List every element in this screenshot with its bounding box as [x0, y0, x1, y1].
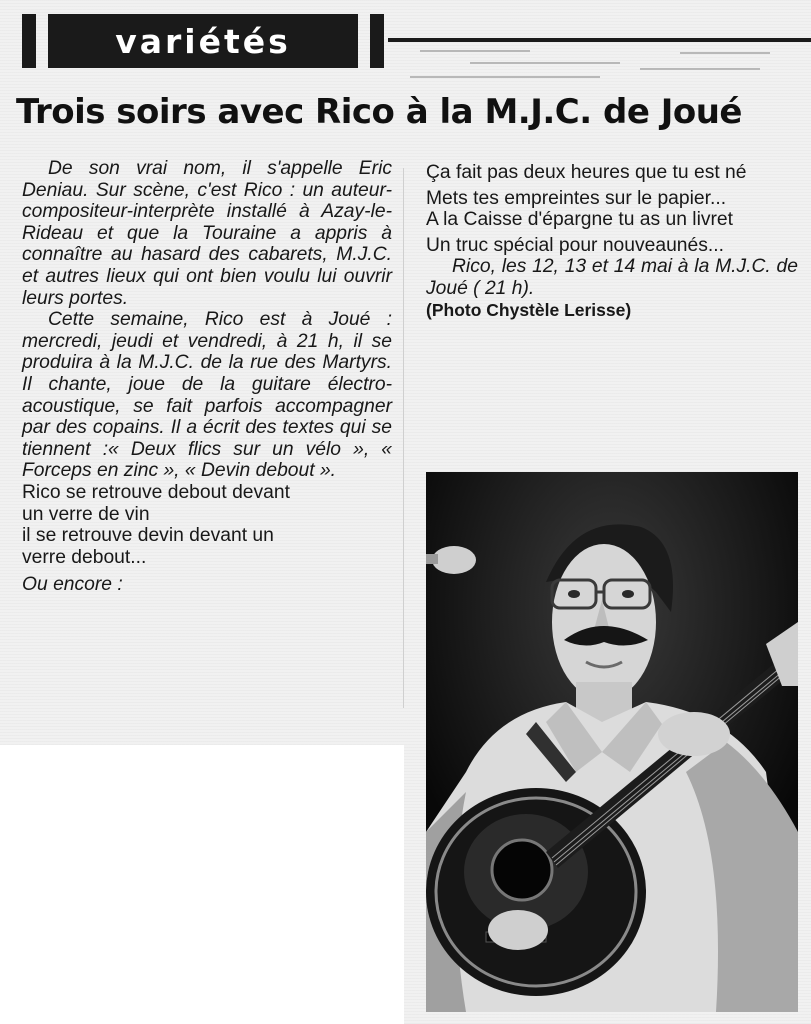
- fretting-hand: [658, 712, 730, 756]
- section-rubric: [22, 14, 388, 68]
- rubric-rule: [388, 38, 811, 42]
- performer-photo: [426, 472, 798, 1012]
- article-column-left: [22, 158, 392, 596]
- guitarist-illustration: [426, 472, 798, 1012]
- event-info: Rico, les 12, 13 et 14 mai à la M.J.C. de Joué ( 21 h).: [426, 256, 798, 299]
- verse-line: Ça fait pas deux heures que tu est né: [426, 162, 747, 183]
- rubric-block-left: [22, 14, 36, 68]
- verse-line: verre debout...: [22, 546, 147, 568]
- verse-line: A la Caisse d'épargne tu as un livret: [426, 209, 734, 231]
- microphone-stand: [426, 554, 438, 564]
- article-column-right: [426, 162, 798, 321]
- column-separator: [403, 168, 404, 708]
- bleed-through-mark: [640, 68, 760, 70]
- verse-intro: Ou encore :: [22, 574, 123, 596]
- verse-line: Rico se retrouve debout devant: [22, 481, 290, 503]
- bleed-through-mark: [680, 52, 770, 54]
- paragraph-dates: Cette semaine, Rico est à Joué : mercredi, jeudi et vendredi, à 21 h, il se produira à la M.J.C. de la rue des Martyrs. Il chante, joue de la guitare électro-acoustique, se fait parfois accompagner par des copains. Il a écrit des textes qui se tiennent :« Deux flics sur un vélo », « Forceps en zinc », « Devin debout ».: [22, 309, 392, 482]
- sound-hole: [492, 840, 552, 900]
- bleed-through-mark: [410, 76, 600, 78]
- bleed-through-mark: [420, 50, 530, 52]
- headline: Trois soirs avec Rico à la M.J.C. de Joué: [16, 92, 742, 132]
- microphone-icon: [432, 546, 476, 574]
- verse-line: Un truc spécial pour nouveaunés...: [426, 234, 724, 256]
- verse-line: il se retrouve devin devant un: [22, 525, 274, 547]
- rubric-text: variétés: [115, 21, 291, 61]
- paragraph-intro: De son vrai nom, il s'appelle Eric Deniau. Sur scène, c'est Rico : un auteur-compositeur-interprète installé à Azay-le-Rideau et que la Touraine a appris à connaître au hasard des cabarets, M.J.C. et autres lieux qui ont bien voulu lui ouvrir leurs portes.: [22, 158, 392, 309]
- bleed-through-mark: [470, 62, 620, 64]
- rubric-label: [48, 14, 358, 68]
- strumming-hand: [488, 910, 548, 950]
- rubric-block-right: [370, 14, 384, 68]
- verse-line: un verre de vin: [22, 503, 150, 525]
- verse-line: Mets tes empreintes sur le papier...: [426, 187, 727, 209]
- photo-credit: (Photo Chystèle Lerisse): [426, 299, 632, 320]
